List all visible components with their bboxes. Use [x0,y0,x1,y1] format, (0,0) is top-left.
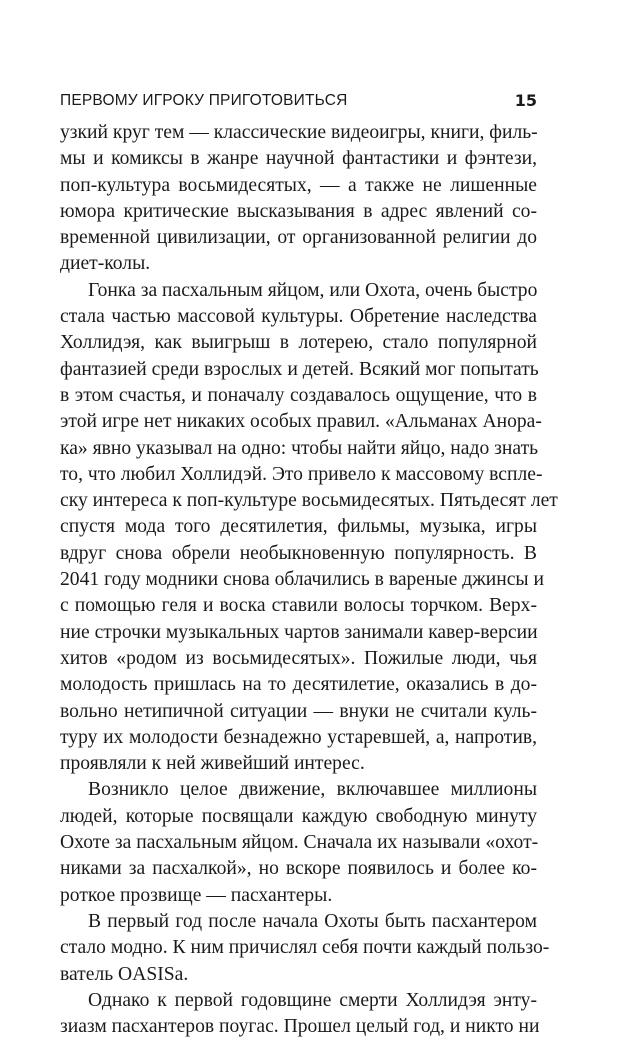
text-line: В первый год после начала Охоты быть пасхантером [88,910,537,932]
text-line: роткое прозвище — пасхантеры. [60,884,333,906]
text-line: с помощью геля и воска ставили волосы торчком. Верх- [60,595,537,617]
text-line: этой игре нет никаких особых правил. «Альманах Анора- [60,411,542,433]
text-line: Охоте за пасхальным яйцом. Сначала их называли «охот- [60,832,539,854]
text-line: проявляли к ней живейший интерес. [60,753,365,775]
text-line: юмора критические высказывания в адрес явлений со- [60,200,537,222]
body-text [60,120,558,1040]
text-line: зиазм пасхантеров поугас. Прошел целый год, и никто ни [60,1016,540,1038]
text-line: стала частью массовой культуры. Обретение наследства [60,306,537,328]
text-line: временной цивилизации, от организованной религии до [60,227,537,249]
text-line: ка» явно указывал на одно: чтобы найти яйцо, надо знать [60,437,539,459]
text-line: в этом счастья, и поначалу создавалось ощущение, что в [60,384,537,406]
paragraph [60,777,537,908]
text-line: никами за пасхалкой», но вскоре появилось и более ко- [60,858,537,880]
text-line: людей, которые посвящали каждую свободную минуту [60,805,537,827]
text-line: туру их молодости безнадежно устаревшей, а, напротив, [60,726,537,748]
text-line: мы и комиксы в жанре научной фантастики и фэнтези, [60,148,537,170]
paragraph [60,909,550,988]
text-line: молодость пришлась на то десятилетие, оказались в до- [60,674,537,696]
paragraph [60,278,558,778]
text-line: Холлидэя, как выигрыш в лотерею, стало популярной [60,332,537,354]
text-line: узкий круг тем — классические видеоигры, книги, филь- [60,122,538,143]
text-line: поп-культура восьмидесятых, — а также не лишенные [60,174,537,196]
text-line: ску интереса к поп-культуре восьмидесятых. Пятьдесят лет [60,490,558,512]
page-number: 15 [514,91,537,110]
text-line: 2041 году модники снова облачились в вареные джинсы и [60,569,544,591]
running-title: ПЕРВОМУ ИГРОКУ ПРИГОТОВИТЬСЯ [60,92,348,109]
text-line: фантазией среди взрослых и детей. Всякий мог попытать [60,358,539,380]
running-head [60,92,537,118]
text-line: стало модно. К ним причислял себя почти каждый пользо- [60,937,550,959]
text-line: вдруг снова обрели необыкновенную популярность. В [60,542,537,564]
text-line: спустя мода того десятилетия, фильмы, музыка, игры [60,516,537,538]
text-line: Возникло целое движение, включавшее миллионы [88,779,537,801]
text-line: диет-колы. [60,253,151,275]
text-line: Гонка за пасхальным яйцом, или Охота, очень быстро [88,279,538,301]
text-line: Однако к первой годовщине смерти Холлидэя энту- [88,989,537,1011]
text-line: то, что любил Холлидэй. Это привело к массовому вспле- [60,463,543,485]
paragraph [60,120,537,278]
text-line: вольно нетипичной ситуации — внуки не считали куль- [60,700,537,722]
text-line: ватель OASISа. [60,963,189,985]
text-line: ние строчки музыкальных чартов занимали кавер-версии [60,621,538,643]
text-line: хитов «родом из восьмидесятых». Пожилые люди, чья [60,647,537,669]
paragraph [60,988,540,1040]
